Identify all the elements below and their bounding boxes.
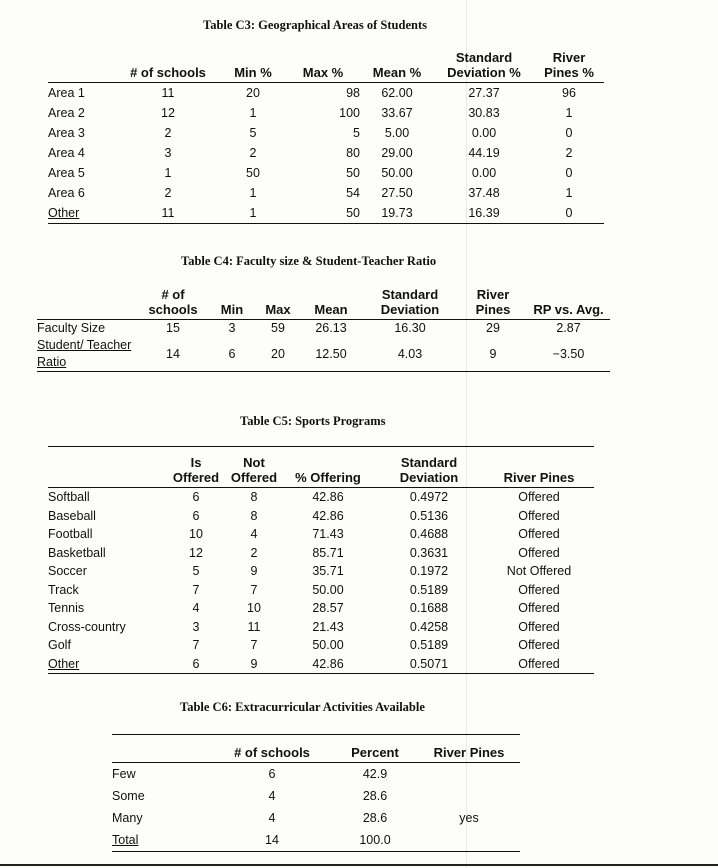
table-cell: 7 [192, 582, 200, 597]
table-cell: 0 [534, 203, 604, 224]
table-cell: 6 [209, 337, 255, 372]
table-cell: 0.1688 [409, 601, 449, 615]
table-cell: 7 [250, 638, 258, 652]
table-cell: 59 [271, 321, 285, 335]
table-c5-header [48, 447, 166, 488]
table-cell: 1 [565, 106, 573, 120]
table-c3-header: Min % [220, 50, 286, 83]
table-cell: 4 [192, 601, 200, 615]
table-cell: 0.00 [471, 166, 497, 180]
table-c6-header [112, 735, 212, 763]
table-cell: 1 [249, 186, 257, 200]
table-c4-body [37, 320, 610, 372]
table-cell: 1 [220, 203, 286, 224]
table-c6 [112, 734, 520, 852]
table-row [48, 163, 604, 183]
table-cell: Other [48, 655, 166, 674]
table-c6-header: River Pines [418, 735, 520, 763]
table-c5-header: Standard Deviation [374, 447, 484, 488]
table-cell: Area 6 [48, 186, 85, 200]
table-cell: Few [112, 767, 136, 781]
table-cell: 100 [339, 106, 360, 120]
table-cell: 7 [250, 582, 258, 597]
table-cell: 5 [192, 564, 200, 578]
table-cell: Soccer [48, 564, 87, 578]
table-cell: 62.00 [381, 86, 413, 100]
table-cell: 19.73 [360, 203, 434, 224]
table-row [48, 83, 604, 104]
table-cell: 20 [255, 337, 301, 372]
table-cell: 96 [562, 86, 576, 100]
table-cell: 42.86 [282, 655, 374, 674]
table-cell: 5 [353, 126, 360, 140]
table-row [37, 337, 610, 372]
table-cell: 2 [164, 186, 172, 200]
table-cell: Cross-country [48, 619, 126, 634]
table-cell: 9 [459, 337, 527, 372]
table-c4 [37, 287, 610, 372]
table-cell: 27.50 [381, 186, 413, 200]
table-row [48, 123, 604, 143]
table-c5-header: Is Offered [166, 447, 226, 488]
table-cell: 98 [346, 86, 360, 100]
table-row [48, 599, 594, 618]
table-cell: Track [48, 582, 79, 597]
table-cell: Football [48, 527, 93, 541]
table-row [48, 103, 604, 123]
table-row [48, 562, 594, 581]
table-cell: 28.6 [362, 789, 388, 803]
table-c5 [48, 446, 594, 674]
table-cell: 6 [192, 508, 200, 523]
table-row [48, 636, 594, 655]
table-cell: 29 [486, 321, 500, 335]
table-cell: 12 [189, 545, 203, 560]
table-cell: 15 [166, 321, 180, 335]
table-row [112, 829, 520, 852]
table-row [48, 143, 604, 163]
table-cell: 29.00 [381, 146, 413, 160]
table-cell: 80 [346, 146, 360, 160]
table-c3-header: Max % [286, 50, 360, 83]
table-cell: 50 [346, 166, 360, 180]
table-cell: 16.39 [434, 203, 534, 224]
table-cell: 54 [346, 186, 360, 200]
table-cell: Offered [518, 601, 560, 615]
table-cell: 9 [226, 655, 282, 674]
table-cell: yes [459, 811, 479, 825]
table-cell: Area 5 [48, 166, 85, 180]
table-cell: 27.37 [468, 86, 500, 100]
table-cell: 5.00 [384, 126, 410, 140]
table-c4-header: Mean [301, 287, 361, 320]
table-row [37, 320, 610, 338]
table-c5-header: River Pines [484, 447, 594, 488]
table-cell: 0.5071 [374, 655, 484, 674]
table-row [48, 544, 594, 563]
table-cell: 11 [161, 86, 175, 100]
table-cell [418, 763, 520, 786]
table-row [48, 203, 604, 224]
table-row [48, 655, 594, 674]
table-cell: Student/ Teacher Ratio [37, 337, 137, 372]
table-c3-body [48, 83, 604, 224]
table-cell: 14 [212, 829, 332, 852]
table-cell: 30.83 [468, 106, 500, 120]
table-c6-header: Percent [332, 735, 418, 763]
table-cell: 12.50 [301, 337, 361, 372]
table-c4-header: Standard Deviation [361, 287, 459, 320]
table-cell: 1 [249, 106, 257, 120]
table-row [48, 525, 594, 544]
table-cell: 8 [250, 508, 258, 523]
table-cell: −3.50 [527, 337, 610, 372]
table-cell: 12 [161, 106, 175, 120]
table-cell [418, 829, 520, 852]
table-cell: 3 [164, 146, 172, 160]
table-cell: 11 [116, 203, 220, 224]
table-c4-header: # of schools [137, 287, 209, 320]
table-cell: 0 [565, 166, 573, 180]
table-cell: 26.13 [315, 321, 347, 335]
table-c3-caption: Table C3: Geographical Areas of Students [203, 18, 427, 32]
table-cell: 9 [250, 564, 258, 578]
table-row [48, 488, 594, 507]
table-cell: 10 [247, 601, 261, 615]
table-row [48, 183, 604, 203]
table-cell: 4.03 [361, 337, 459, 372]
table-cell: 1 [565, 186, 573, 200]
table-cell: 6 [166, 655, 226, 674]
table-cell: Offered [518, 619, 560, 634]
page-bottom-edge [0, 864, 718, 866]
table-cell: 0.3631 [409, 545, 449, 560]
table-cell: 0.00 [471, 126, 497, 140]
table-cell: 0.4688 [409, 527, 449, 541]
table-c5-header: % Offering [282, 447, 374, 488]
table-cell: Tennis [48, 601, 85, 615]
table-cell: 2 [565, 146, 573, 160]
table-cell: 37.48 [468, 186, 500, 200]
table-c4-header: Max [255, 287, 301, 320]
table-cell: Many [112, 811, 143, 825]
table-cell: 16.30 [394, 321, 426, 335]
table-cell: 11 [247, 619, 261, 634]
table-cell: Offered [518, 527, 560, 541]
table-cell: 3 [228, 321, 236, 335]
table-cell: 71.43 [312, 527, 344, 541]
table-cell: 50.00 [312, 638, 344, 652]
table-cell: 42.86 [312, 490, 344, 504]
table-cell: 4 [268, 811, 276, 825]
table-cell: 33.67 [381, 106, 413, 120]
table-cell: 6 [268, 767, 276, 781]
table-c4-header: RP vs. Avg. [527, 287, 610, 320]
table-cell: 4 [250, 527, 258, 541]
table-cell: Softball [48, 490, 90, 504]
table-cell: 2 [164, 126, 172, 140]
table-cell: 0.5189 [409, 582, 449, 597]
table-c4-header-row [37, 287, 610, 320]
table-cell: 2 [250, 545, 258, 560]
table-cell: 28.6 [362, 811, 388, 825]
table-cell [418, 785, 520, 807]
table-cell: 20 [246, 86, 260, 100]
table-cell: Offered [518, 490, 560, 504]
table-cell: 14 [137, 337, 209, 372]
table-cell: 2.87 [556, 321, 581, 335]
table-cell: 0.5136 [409, 508, 449, 523]
table-cell: Not Offered [506, 564, 572, 578]
table-c4-header: Min [209, 287, 255, 320]
table-cell: 0.4972 [409, 490, 449, 504]
table-c5-header-row [48, 447, 594, 488]
table-cell: 50.00 [312, 582, 344, 597]
table-cell: Area 2 [48, 106, 85, 120]
table-c3-header: Mean % [360, 50, 434, 83]
table-cell: 4 [268, 789, 276, 803]
table-row [48, 507, 594, 526]
table-c5-header: Not Offered [226, 447, 282, 488]
table-cell: 7 [192, 638, 200, 652]
table-cell: 100.0 [332, 829, 418, 852]
table-c4-caption: Table C4: Faculty size & Student-Teacher Ratio [181, 254, 437, 268]
table-c4-header: River Pines [459, 287, 527, 320]
table-cell: 6 [192, 490, 200, 504]
table-cell: 42.86 [312, 508, 344, 523]
table-c4-header [37, 287, 137, 320]
table-c3-header: Standard Deviation % [434, 50, 534, 83]
table-cell: Area 1 [48, 86, 85, 100]
table-cell: 0 [565, 126, 573, 140]
table-cell: Baseball [48, 508, 96, 523]
table-cell: Area 4 [48, 146, 85, 160]
table-cell: 50 [286, 203, 360, 224]
table-cell: 5 [249, 126, 257, 140]
table-row [112, 785, 520, 807]
table-cell: 44.19 [468, 146, 500, 160]
table-cell: 50.00 [381, 166, 413, 180]
table-cell: 0.5189 [409, 638, 449, 652]
table-c3-header [48, 50, 116, 83]
table-cell: 42.9 [362, 767, 388, 781]
table-cell: Some [112, 789, 145, 803]
table-cell: 35.71 [312, 564, 344, 578]
table-cell: 3 [192, 619, 200, 634]
table-c3-header: # of schools [116, 50, 220, 83]
table-c3 [48, 50, 604, 224]
table-cell: Other [48, 203, 116, 224]
table-cell: Offered [518, 508, 560, 523]
table-cell: 21.43 [312, 619, 344, 634]
table-cell: Offered [518, 545, 560, 560]
table-cell: Area 3 [48, 126, 85, 140]
table-row [48, 618, 594, 637]
table-c3-header-row [48, 50, 604, 83]
table-cell: 28.57 [312, 601, 344, 615]
table-c6-header: # of schools [212, 735, 332, 763]
table-c6-body [112, 763, 520, 852]
table-row [112, 807, 520, 829]
table-c6-caption: Table C6: Extracurricular Activities Available [180, 700, 425, 714]
table-cell: Golf [48, 638, 71, 652]
table-c5-caption: Table C5: Sports Programs [240, 414, 386, 428]
table-cell: Offered [484, 655, 594, 674]
table-cell: 50 [246, 166, 260, 180]
table-cell: Offered [518, 582, 560, 597]
table-c6-header-row [112, 735, 520, 763]
table-cell: 8 [250, 490, 258, 504]
table-c3-header: River Pines % [534, 50, 604, 83]
table-cell: 0.4258 [409, 619, 449, 634]
table-row [48, 581, 594, 600]
table-cell: 1 [164, 166, 172, 180]
table-cell: Offered [518, 638, 560, 652]
table-c5-body [48, 488, 594, 674]
table-cell: Total [112, 829, 212, 852]
table-cell: 10 [189, 527, 203, 541]
table-row [112, 763, 520, 786]
table-cell: Faculty Size [37, 321, 106, 335]
table-cell: Basketball [48, 545, 106, 560]
table-cell: 2 [249, 146, 257, 160]
table-cell: 0.1972 [409, 564, 449, 578]
table-cell: 85.71 [312, 545, 344, 560]
